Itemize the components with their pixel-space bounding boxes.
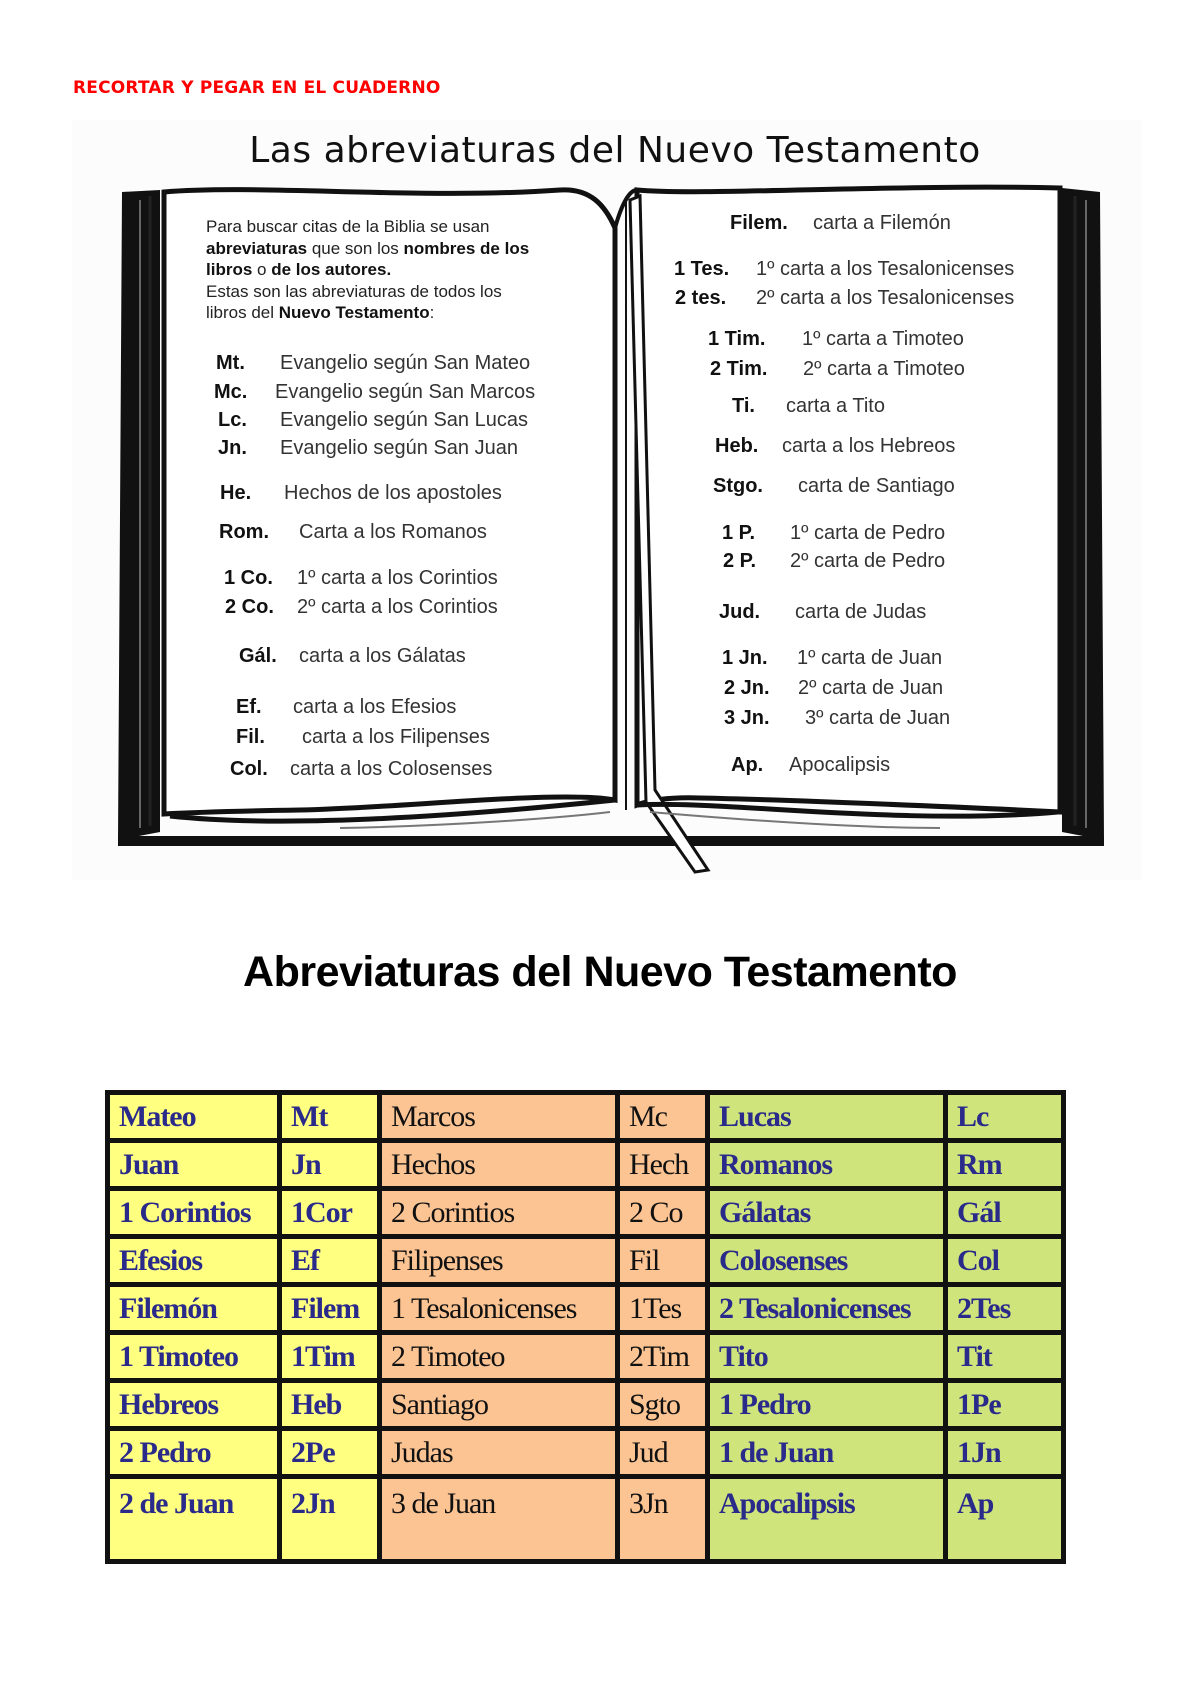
intro-line: Para buscar citas de la Biblia se usan <box>206 217 490 236</box>
intro-bold: libros <box>206 260 253 279</box>
entry-abbr: Mt. <box>216 352 245 374</box>
intro-text: que son los <box>307 238 404 258</box>
entry-abbr: Jn. <box>218 437 247 459</box>
intro-text: o <box>252 260 272 279</box>
entry-desc: 2º carta a Timoteo <box>803 358 965 380</box>
entry-abbr: Ef. <box>236 696 262 718</box>
abbr-cell: 1Jn <box>946 1429 1064 1477</box>
book-name-cell: Juan <box>108 1141 280 1189</box>
abbr-cell: 2 Co <box>618 1189 708 1237</box>
intro-line <box>206 238 576 260</box>
entry-abbr: 1 P. <box>722 522 755 544</box>
entry-abbr: Lc. <box>218 409 247 431</box>
entry-abbr: Heb. <box>715 435 759 457</box>
entry-desc: 3º carta de Juan <box>805 707 951 729</box>
entry-desc: carta de Judas <box>795 601 927 623</box>
entry-desc: Carta a los Romanos <box>299 521 487 543</box>
book-name-cell: 1 Tesalonicenses <box>380 1285 618 1333</box>
entry-desc: Apocalipsis <box>789 754 891 776</box>
abbreviations-table <box>105 1090 1066 1564</box>
entry-desc: carta a Tito <box>786 395 885 417</box>
intro-bold: de los autores. <box>271 260 392 279</box>
abbr-cell: 1Tim <box>280 1333 380 1381</box>
abbr-cell: Fil <box>618 1237 708 1285</box>
intro-line <box>206 302 576 324</box>
intro-bold: Nuevo Testamento <box>278 303 430 322</box>
intro-line <box>206 259 576 281</box>
entry-desc: carta de Santiago <box>798 475 955 497</box>
entry-desc: 2º carta a los Corintios <box>297 596 498 618</box>
entry-abbr: 1 Tim. <box>708 328 766 350</box>
entry-desc: 1º carta a Timoteo <box>802 328 964 350</box>
abbr-cell: Jud <box>618 1429 708 1477</box>
intro-bold: nombres de los <box>403 238 530 258</box>
table-row <box>108 1237 1064 1285</box>
book-name-cell: 1 Pedro <box>708 1381 946 1429</box>
table-row <box>108 1093 1064 1141</box>
book-name-cell: Hebreos <box>108 1381 280 1429</box>
book-name-cell: 2 Corintios <box>380 1189 618 1237</box>
book-name-cell: 3 de Juan <box>380 1477 618 1562</box>
entry-abbr: Stgo. <box>713 475 763 497</box>
abbr-cell: Mc <box>618 1093 708 1141</box>
abbr-cell: Ap <box>946 1477 1064 1562</box>
entry-abbr: He. <box>220 482 252 504</box>
entry-desc: Hechos de los apostoles <box>284 482 502 504</box>
entry-abbr: 2 tes. <box>675 287 727 309</box>
table-row <box>108 1141 1064 1189</box>
entry-desc: 1º carta a los Corintios <box>297 567 498 589</box>
entry-abbr: 2 P. <box>723 550 756 572</box>
abbr-cell: Mt <box>280 1093 380 1141</box>
abbr-cell: Rm <box>946 1141 1064 1189</box>
entry-desc: Evangelio según San Marcos <box>275 381 536 403</box>
abbr-cell: Gál <box>946 1189 1064 1237</box>
entry-abbr: Rom. <box>219 521 269 543</box>
book-name-cell: Efesios <box>108 1237 280 1285</box>
entry-abbr: 2 Co. <box>225 596 274 618</box>
intro-bold: abreviaturas <box>206 238 308 258</box>
book-name-cell: Apocalipsis <box>708 1477 946 1562</box>
abbr-cell: Col <box>946 1237 1064 1285</box>
abbr-cell: 1Pe <box>946 1381 1064 1429</box>
entry-desc: carta a Filemón <box>813 212 951 234</box>
entry-abbr: Filem. <box>730 212 788 234</box>
entry-abbr: Ti. <box>732 395 755 417</box>
intro-paragraph <box>206 216 576 324</box>
entry-abbr: 1 Co. <box>224 567 273 589</box>
entry-desc: 1º carta de Pedro <box>790 522 946 544</box>
table-title: Abreviaturas del Nuevo Testamento <box>243 948 957 996</box>
book-name-cell: Hechos <box>380 1141 618 1189</box>
abbr-cell: 2Tes <box>946 1285 1064 1333</box>
intro-text: : <box>429 303 435 322</box>
book-name-cell: 2 de Juan <box>108 1477 280 1562</box>
entry-desc: carta a los Gálatas <box>299 645 466 667</box>
entry-abbr: Col. <box>230 758 268 780</box>
book-name-cell: Filipenses <box>380 1237 618 1285</box>
abbr-cell: Ef <box>280 1237 380 1285</box>
entry-abbr: 1 Tes. <box>674 258 730 280</box>
book-name-cell: Filemón <box>108 1285 280 1333</box>
entry-abbr: 1 Jn. <box>722 647 768 669</box>
abbr-cell: 1Cor <box>280 1189 380 1237</box>
entry-desc: Evangelio según San Lucas <box>280 409 528 431</box>
entry-abbr: Jud. <box>719 601 761 623</box>
abbr-cell: Hech <box>618 1141 708 1189</box>
book-name-cell: Judas <box>380 1429 618 1477</box>
abbr-cell: Sgto <box>618 1381 708 1429</box>
book-name-cell: 2 Tesalonicenses <box>708 1285 946 1333</box>
abbr-cell: 2Jn <box>280 1477 380 1562</box>
entry-abbr: Mc. <box>214 381 248 403</box>
table-row <box>108 1477 1064 1562</box>
entry-desc: 1º carta de Juan <box>797 647 943 669</box>
abbr-cell: Lc <box>946 1093 1064 1141</box>
entry-desc: 1º carta a los Tesalonicenses <box>756 258 1015 280</box>
abbr-cell: 2Pe <box>280 1429 380 1477</box>
entry-desc: carta a los Colosenses <box>290 758 493 780</box>
abbr-cell: Jn <box>280 1141 380 1189</box>
entry-abbr: 2 Tim. <box>710 358 768 380</box>
entry-abbr: Fil. <box>236 726 265 748</box>
table-row <box>108 1381 1064 1429</box>
entry-desc: carta a los Filipenses <box>302 726 490 748</box>
book-name-cell: Santiago <box>380 1381 618 1429</box>
table-row <box>108 1189 1064 1237</box>
abbr-cell: Heb <box>280 1381 380 1429</box>
entry-desc: Evangelio según San Juan <box>280 437 518 459</box>
book-name-cell: Gálatas <box>708 1189 946 1237</box>
book-name-cell: Marcos <box>380 1093 618 1141</box>
table-row <box>108 1285 1064 1333</box>
entry-desc: Evangelio según San Mateo <box>280 352 531 374</box>
abbr-cell: Tit <box>946 1333 1064 1381</box>
abbr-cell: 2Tim <box>618 1333 708 1381</box>
book-name-cell: Tito <box>708 1333 946 1381</box>
entry-desc: 2º carta de Juan <box>798 677 944 699</box>
entry-abbr: 2 Jn. <box>724 677 770 699</box>
book-name-cell: Colosenses <box>708 1237 946 1285</box>
table-row <box>108 1333 1064 1381</box>
book-name-cell: Romanos <box>708 1141 946 1189</box>
table-row <box>108 1429 1064 1477</box>
intro-line: Estas son las abreviaturas de todos los <box>206 281 502 301</box>
abbr-cell: 3Jn <box>618 1477 708 1562</box>
entry-desc: carta a los Efesios <box>293 696 457 718</box>
book-name-cell: Mateo <box>108 1093 280 1141</box>
entry-desc: 2º carta a los Tesalonicenses <box>756 287 1015 309</box>
abbr-cell: Filem <box>280 1285 380 1333</box>
book-name-cell: 1 Corintios <box>108 1189 280 1237</box>
entry-abbr: Gál. <box>239 645 277 667</box>
book-name-cell: 1 de Juan <box>708 1429 946 1477</box>
entry-desc: carta a los Hebreos <box>782 435 956 457</box>
book-name-cell: Lucas <box>708 1093 946 1141</box>
book-name-cell: 2 Pedro <box>108 1429 280 1477</box>
entry-abbr: 3 Jn. <box>724 707 770 729</box>
cut-and-paste-note: RECORTAR Y PEGAR EN EL CUADERNO <box>73 78 441 98</box>
book-name-cell: 1 Timoteo <box>108 1333 280 1381</box>
book-name-cell: 2 Timoteo <box>380 1333 618 1381</box>
entry-abbr: Ap. <box>731 754 764 776</box>
abbr-cell: 1Tes <box>618 1285 708 1333</box>
book-title: Las abreviaturas del Nuevo Testamento <box>249 130 981 171</box>
intro-text: libros del <box>206 303 279 322</box>
entry-desc: 2º carta de Pedro <box>790 550 946 572</box>
